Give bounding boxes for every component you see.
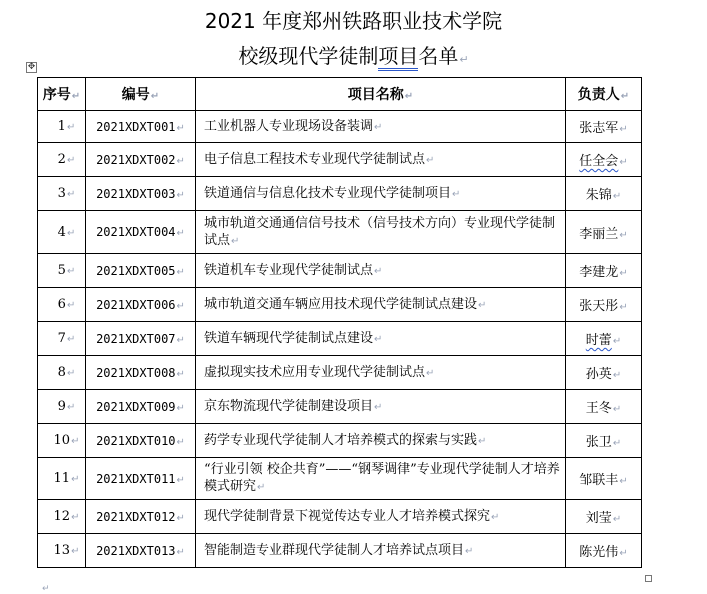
row-owner: 李丽兰↵: [566, 211, 642, 254]
table-row: [38, 390, 642, 424]
row-code: 2021XDXT009↵: [86, 390, 196, 424]
row-owner: 时蕾↵: [566, 322, 642, 356]
header-owner: 负责人↵: [566, 78, 642, 111]
row-project-name: 现代学徒制背景下视觉传达专业人才培养模式探究↵: [196, 500, 566, 534]
table-resize-handle[interactable]: [645, 575, 652, 582]
row-owner: 刘莹↵: [566, 500, 642, 534]
header-no: 序号↵: [38, 78, 86, 111]
row-number: 12↵: [38, 500, 86, 534]
row-owner: 王冬↵: [566, 390, 642, 424]
table-row: [38, 322, 642, 356]
row-number: 10↵: [38, 424, 86, 458]
row-number: 11↵: [38, 458, 86, 500]
row-number: 8↵: [38, 356, 86, 390]
row-project-name: 京东物流现代学徒制建设项目↵: [196, 390, 566, 424]
row-project-name: 铁道车辆现代学徒制试点建设↵: [196, 322, 566, 356]
title-line2-part-a: 校级现代学徒制: [238, 44, 379, 68]
row-number: 1↵: [38, 111, 86, 143]
document-title-line2: [0, 44, 707, 72]
row-code: 2021XDXT010↵: [86, 424, 196, 458]
row-number: 3↵: [38, 177, 86, 211]
row-code: 2021XDXT004↵: [86, 211, 196, 254]
table-row: [38, 500, 642, 534]
row-number: 9↵: [38, 390, 86, 424]
row-owner: 张志军↵: [566, 111, 642, 143]
row-owner: 张天彤↵: [566, 288, 642, 322]
row-number: 5↵: [38, 254, 86, 288]
row-project-name: 城市轨道交通通信信号技术（信号技术方向）专业现代学徒制试点↵: [196, 211, 566, 254]
table-row: [38, 111, 642, 143]
table-row: [38, 254, 642, 288]
row-code: 2021XDXT007↵: [86, 322, 196, 356]
project-table: [37, 77, 642, 568]
row-number: 6↵: [38, 288, 86, 322]
table-row: [38, 424, 642, 458]
table-row: [38, 458, 642, 500]
row-code: 2021XDXT006↵: [86, 288, 196, 322]
row-number: 4↵: [38, 211, 86, 254]
title-line2-part-b: 项目: [378, 44, 418, 71]
row-owner: 陈光伟↵: [566, 534, 642, 568]
row-project-name: 铁道通信与信息化技术专业现代学徒制项目↵: [196, 177, 566, 211]
table-row: [38, 211, 642, 254]
row-code: 2021XDXT013↵: [86, 534, 196, 568]
end-paragraph-mark: ↵: [42, 584, 50, 594]
paragraph-mark: ↵: [459, 53, 469, 66]
row-code: 2021XDXT011↵: [86, 458, 196, 500]
row-code: 2021XDXT008↵: [86, 356, 196, 390]
row-project-name: 药学专业现代学徒制人才培养模式的探索与实践↵: [196, 424, 566, 458]
row-code: 2021XDXT001↵: [86, 111, 196, 143]
row-number: 7↵: [38, 322, 86, 356]
document-title-line1: [0, 9, 707, 33]
table-row: [38, 356, 642, 390]
row-project-name: 电子信息工程技术专业现代学徒制试点↵: [196, 143, 566, 177]
row-project-name: 智能制造专业群现代学徒制人才培养试点项目↵: [196, 534, 566, 568]
row-project-name: “行业引领 校企共育”——“钢琴调律”专业现代学徒制人才培养模式研究↵: [196, 458, 566, 500]
table-row: [38, 143, 642, 177]
table-row: [38, 534, 642, 568]
row-code: 2021XDXT003↵: [86, 177, 196, 211]
table-row: [38, 177, 642, 211]
table-header-row: [38, 78, 642, 111]
row-project-name: 工业机器人专业现场设备装调↵: [196, 111, 566, 143]
row-owner: 李建龙↵: [566, 254, 642, 288]
row-code: 2021XDXT002↵: [86, 143, 196, 177]
table-row: [38, 288, 642, 322]
row-owner: 朱锦↵: [566, 177, 642, 211]
table-move-handle-icon[interactable]: ✥: [27, 62, 36, 72]
row-code: 2021XDXT005↵: [86, 254, 196, 288]
header-code: 编号↵: [86, 78, 196, 111]
title-line1-text: 2021 年度郑州铁路职业技术学院: [204, 9, 503, 33]
row-number: 2↵: [38, 143, 86, 177]
row-owner: 张卫↵: [566, 424, 642, 458]
row-project-name: 城市轨道交通车辆应用技术现代学徒制试点建设↵: [196, 288, 566, 322]
row-project-name: 虚拟现实技术应用专业现代学徒制试点↵: [196, 356, 566, 390]
row-project-name: 铁道机车专业现代学徒制试点↵: [196, 254, 566, 288]
row-owner: 邹联丰↵: [566, 458, 642, 500]
title-line2-part-c: 名单: [418, 44, 459, 68]
row-number: 13↵: [38, 534, 86, 568]
row-owner: 孙英↵: [566, 356, 642, 390]
row-code: 2021XDXT012↵: [86, 500, 196, 534]
header-name: 项目名称↵: [196, 78, 566, 111]
row-owner: 任全会↵: [566, 143, 642, 177]
